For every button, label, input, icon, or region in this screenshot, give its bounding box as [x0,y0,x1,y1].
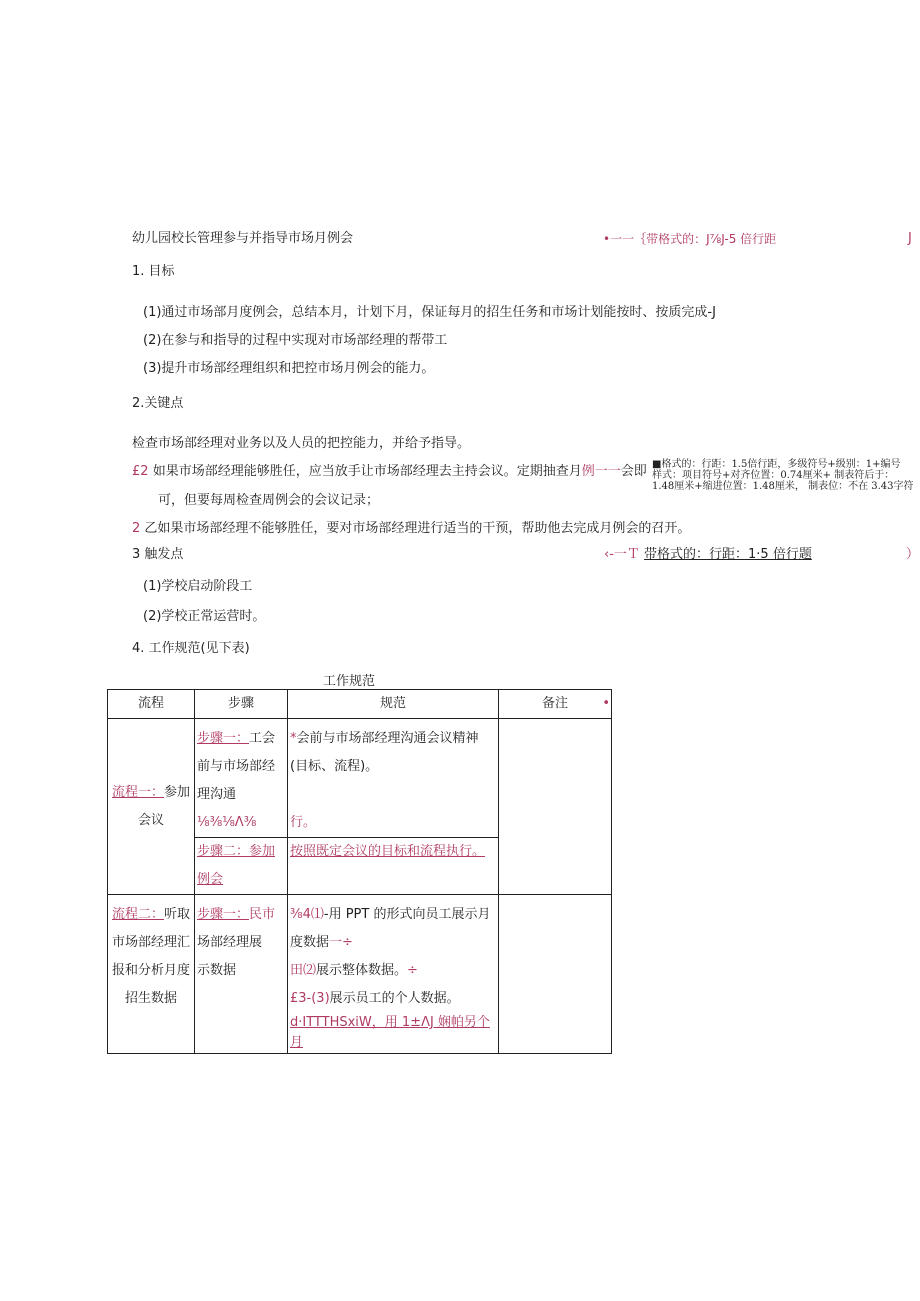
step-1-label: 步骤一： [197,731,250,746]
section-4-heading: 4. 工作规范(见下表) [132,641,250,656]
spec-3-line-5: d·ITTTHSxiW，用 1±ΛJ 娴帕另个月 [290,1015,490,1050]
step-3-label: 步骤一： [197,907,250,922]
table-row [108,719,612,838]
spec-3-line-3: 展示整体数据。 [316,963,408,978]
process-2-line-4: 招生数据 [124,991,177,1006]
key-point-text-3: 乙如果市场部经理不能够胜任，要对市场部经理进行适当的干预，帮助他去完成月例会的召开。 [144,521,691,536]
spec-cell-1 [288,719,499,838]
step-3-line-3: 示数据 [197,963,237,978]
step-cell-1 [195,719,288,838]
format-comment-s3[interactable] [604,547,919,563]
trigger-item-2: (2)学校正常运营时。 [143,609,266,624]
spec-3-line-2: 度数据 [290,935,330,950]
table-caption: 工作规范 [323,674,376,689]
section-2-heading: 2.关键点 [132,396,184,411]
header-step: 步骤 [195,690,288,719]
key-point-paragraph-1: 检查市场部经理对业务以及人员的把控能力，并给予指导。 [132,436,471,451]
format-comment-mid-line-1[interactable]: ■格式的：行距：1.5倍行距，多级符号+级别：1+编号 [652,459,901,470]
format-comment-arrow: ‹-一Ｔ [604,547,640,562]
spec-1-mark: * [290,731,297,746]
process-cell-1 [108,719,195,895]
step-3-text: 民市 [249,907,276,922]
format-comment-mid-line-2[interactable]: 样式：项目符号+对齐位置：0.74厘米+ 制表符后于： [652,470,895,481]
note-cell-1[interactable] [499,719,612,895]
step-1-text: 工会 [249,731,276,746]
goal-item-1: (1)通过市场部月度例会，总结本月，计划下月，保证每月的招生任务和市场计划能按时、按质完成-J [143,305,716,320]
document-title: 幼儿园校长管理参与并指导市场月例会 [132,231,354,246]
process-2-text: 听取 [164,907,191,922]
section-3-heading: 3 触发点 [132,547,184,562]
list-number-mark-2: 2 [132,521,141,536]
key-point-paragraph-3 [132,521,690,537]
spec-cell-2: 按照既定会议的目标和流程执行。 [288,838,499,895]
step-cell-2 [195,838,288,895]
format-comment-top-tail: J [908,231,912,246]
key-point-text: 如果市场部经理能够胜任，应当放手让市场部经理去主持会议。定期抽查月 [152,464,582,479]
process-1-label: 流程一： [111,784,164,800]
step-1-line-3: 理沟通 [197,787,237,802]
format-comment-s3-text: 带格式的：行距：1·5 倍行题 [644,547,812,562]
spec-cell-3 [288,895,499,1054]
key-point-paragraph-2-continued: 可，但要每周检查周例会的会议记录； [158,493,380,508]
step-1-garbled: ⅛⅜⅛Λ⅜ [197,815,257,830]
format-comment-top[interactable]: •一一｛带格式的：J⅞J-5 倍行距 [603,232,777,246]
spec-3-mark-4: £3-(3) [290,991,330,1006]
step-2-line-2: 例会 [197,872,224,887]
step-cell-3 [195,895,288,1054]
spec-3-line-2-mark: 一÷ [329,935,353,950]
work-spec-table [107,689,612,1054]
process-2-line-3: 报和分析月度 [111,963,190,978]
format-comment-mid-line-3[interactable]: 1.48厘米+缩进位置：1.48厘米， 制表位：不在 3.43字符 [652,481,914,492]
format-comment-s3-tail: ） [906,547,920,562]
spec-3-line-3-mark: ÷ [407,963,418,978]
key-point-paragraph-2 [132,464,647,480]
spec-1-line-2: (目标、流程)。 [290,759,379,774]
key-point-text-end: 会即 [620,464,647,479]
header-process: 流程 [108,690,195,719]
step-1-line-2: 前与市场部经 [197,759,276,774]
tracked-change-mark: 例一一 [581,464,621,479]
table-row [108,895,612,1054]
spec-1-line-1: 会前与市场部经理沟通会议精神 [296,731,479,746]
step-3-line-2: 场部经理展 [197,935,263,950]
goal-item-2: (2)在参与和指导的过程中实现对市场部经理的帮带工 [143,333,448,348]
spec-3-line-4: 展示员工的个人数据。 [329,991,460,1006]
list-number-mark: £2 [132,464,149,479]
process-cell-2 [108,895,195,1054]
step-2-line-1: 步骤二：参加 [197,844,276,859]
section-1-heading: 1. 目标 [132,264,175,279]
process-1-text: 参加 [164,784,191,800]
process-2-line-2: 市场部经理汇 [111,935,190,950]
process-1-line-2: 会议 [137,812,164,828]
process-1-line-1 [110,779,192,807]
spec-1-line-3: 行。 [290,815,317,830]
header-change-mark: • [602,696,610,711]
spec-3-mark-3: 田⑵ [290,963,317,978]
trigger-item-1: (1)学校启动阶段工 [143,579,253,594]
goal-item-3: (3)提升市场部经理组织和把控市场月例会的能力。 [143,361,435,376]
table-header-row [108,690,612,719]
header-note [499,690,612,719]
note-cell-2[interactable] [499,895,612,1054]
header-note-label: 备注 [541,696,568,711]
spec-3-line-1: -用 PPT 的形式向员工展示月 [323,907,491,922]
process-2-label: 流程二： [111,907,164,922]
header-spec: 规范 [288,690,499,719]
spec-3-mark-1: ⅜4⑴ [290,907,324,922]
